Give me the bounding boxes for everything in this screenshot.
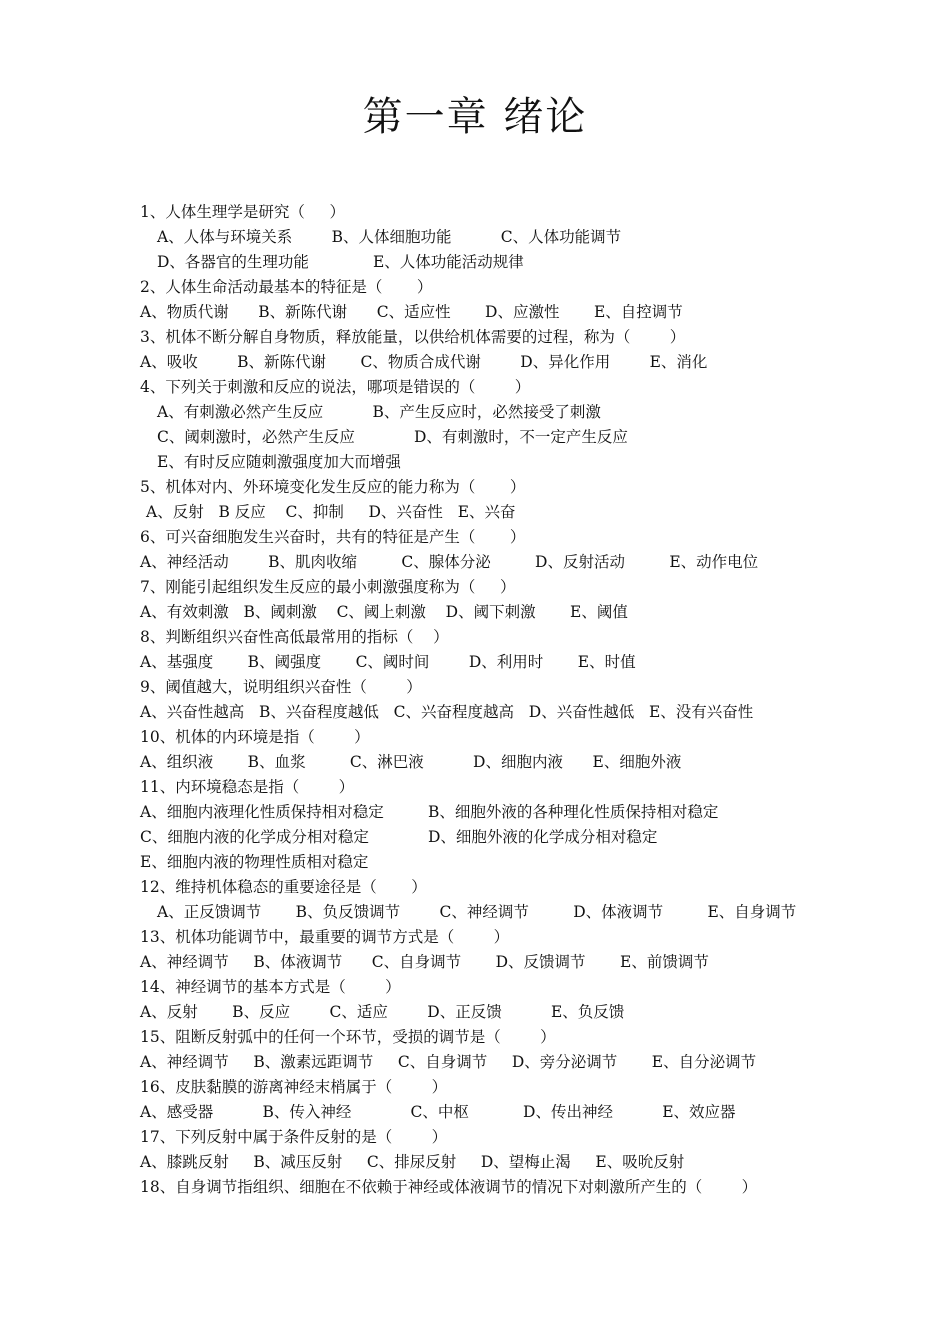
question-12-options: A、正反馈调节 B、负反馈调节 C、神经调节 D、体液调节 E、自身调节 [157,903,797,921]
question-15: 15、阻断反射弧中的任何一个环节，受损的调节是（ ） [140,1028,556,1046]
question-2: 2、人体生命活动最基本的特征是（ ） [140,278,433,296]
question-6: 6、可兴奋细胞发生兴奋时，共有的特征是产生（ ） [140,528,526,546]
question-13-options: A、神经调节 B、体液调节 C、自身调节 D、反馈调节 E、前馈调节 [140,953,709,971]
question-16-options: A、感受器 B、传入神经 C、中枢 D、传出神经 E、效应器 [140,1103,736,1121]
question-10-options: A、组织液 B、血浆 C、淋巴液 D、细胞内液 E、细胞外液 [140,753,682,771]
question-1-options-b: D、各器官的生理功能 E、人体功能活动规律 [157,253,524,271]
question-14-options: A、反射 B、反应 C、适应 D、正反馈 E、负反馈 [140,1003,625,1021]
question-10: 10、机体的内环境是指（ ） [140,728,370,746]
question-9: 9、阈值越大，说明组织兴奋性（ ） [140,678,422,696]
question-9-options: A、兴奋性越高 B、兴奋程度越低 C、兴奋程度越高 D、兴奋性越低 E、没有兴奋性 [140,703,754,721]
question-4-options-b: C、阈刺激时，必然产生反应 D、有刺激时，不一定产生反应 [157,428,628,446]
question-4-options-c: E、有时反应随刺激强度加大而增强 [157,453,401,471]
question-12: 12、维持机体稳态的重要途径是（ ） [140,878,427,896]
question-4-options-a: A、有刺激必然产生反应 B、产生反应时，必然接受了刺激 [157,403,601,421]
question-17-options: A、膝跳反射 B、减压反射 C、排尿反射 D、望梅止渴 E、吸吮反射 [140,1153,685,1171]
question-8-options: A、基强度 B、阈强度 C、阈时间 D、利用时 E、时值 [140,653,636,671]
question-11-options-a: A、细胞内液理化性质保持相对稳定 B、细胞外液的各种理化性质保持相对稳定 [140,803,719,821]
question-11-options-b: C、细胞内液的化学成分相对稳定 D、细胞外液的化学成分相对稳定 [140,828,658,846]
question-3: 3、机体不断分解自身物质，释放能量，以供给机体需要的过程，称为（ ） [140,328,686,346]
question-11: 11、内环境稳态是指（ ） [140,778,355,796]
question-18: 18、自身调节指组织、细胞在不依赖于神经或体液调节的情况下对刺激所产生的（ ） [140,1178,758,1196]
question-16: 16、皮肤黏膜的游离神经末梢属于（ ） [140,1078,448,1096]
question-5: 5、机体对内、外环境变化发生反应的能力称为（ ） [140,478,526,496]
page-title: 第一章 绪论 [362,94,588,140]
question-13: 13、机体功能调节中，最重要的调节方式是（ ） [140,928,510,946]
question-4: 4、下列关于刺激和反应的说法，哪项是错误的（ ） [140,378,531,396]
question-7-options: A、有效刺激 B、阈刺激 C、阈上刺激 D、阈下刺激 E、阈值 [140,603,628,621]
question-8: 8、判断组织兴奋性高低最常用的指标（ ） [140,628,449,646]
question-14: 14、神经调节的基本方式是（ ） [140,978,401,996]
question-17: 17、下列反射中属于条件反射的是（ ） [140,1128,448,1146]
question-7: 7、刚能引起组织发生反应的最小刺激强度称为（ ） [140,578,516,596]
question-2-options: A、物质代谢 B、新陈代谢 C、适应性 D、应激性 E、自控调节 [140,303,683,321]
question-1-options-a: A、人体与环境关系 B、人体细胞功能 C、人体功能调节 [157,228,622,246]
question-3-options: A、吸收 B、新陈代谢 C、物质合成代谢 D、异化作用 E、消化 [140,353,708,371]
question-1: 1、人体生理学是研究（ ） [140,203,345,221]
question-15-options: A、神经调节 B、激素远距调节 C、自身调节 D、旁分泌调节 E、自分泌调节 [140,1053,757,1071]
question-5-options: A、反射 B 反应 C、抑制 D、兴奋性 E、兴奋 [146,503,516,521]
question-11-options-c: E、细胞内液的物理性质相对稳定 [140,853,369,871]
question-6-options: A、神经活动 B、肌肉收缩 C、腺体分泌 D、反射活动 E、动作电位 [140,553,759,571]
